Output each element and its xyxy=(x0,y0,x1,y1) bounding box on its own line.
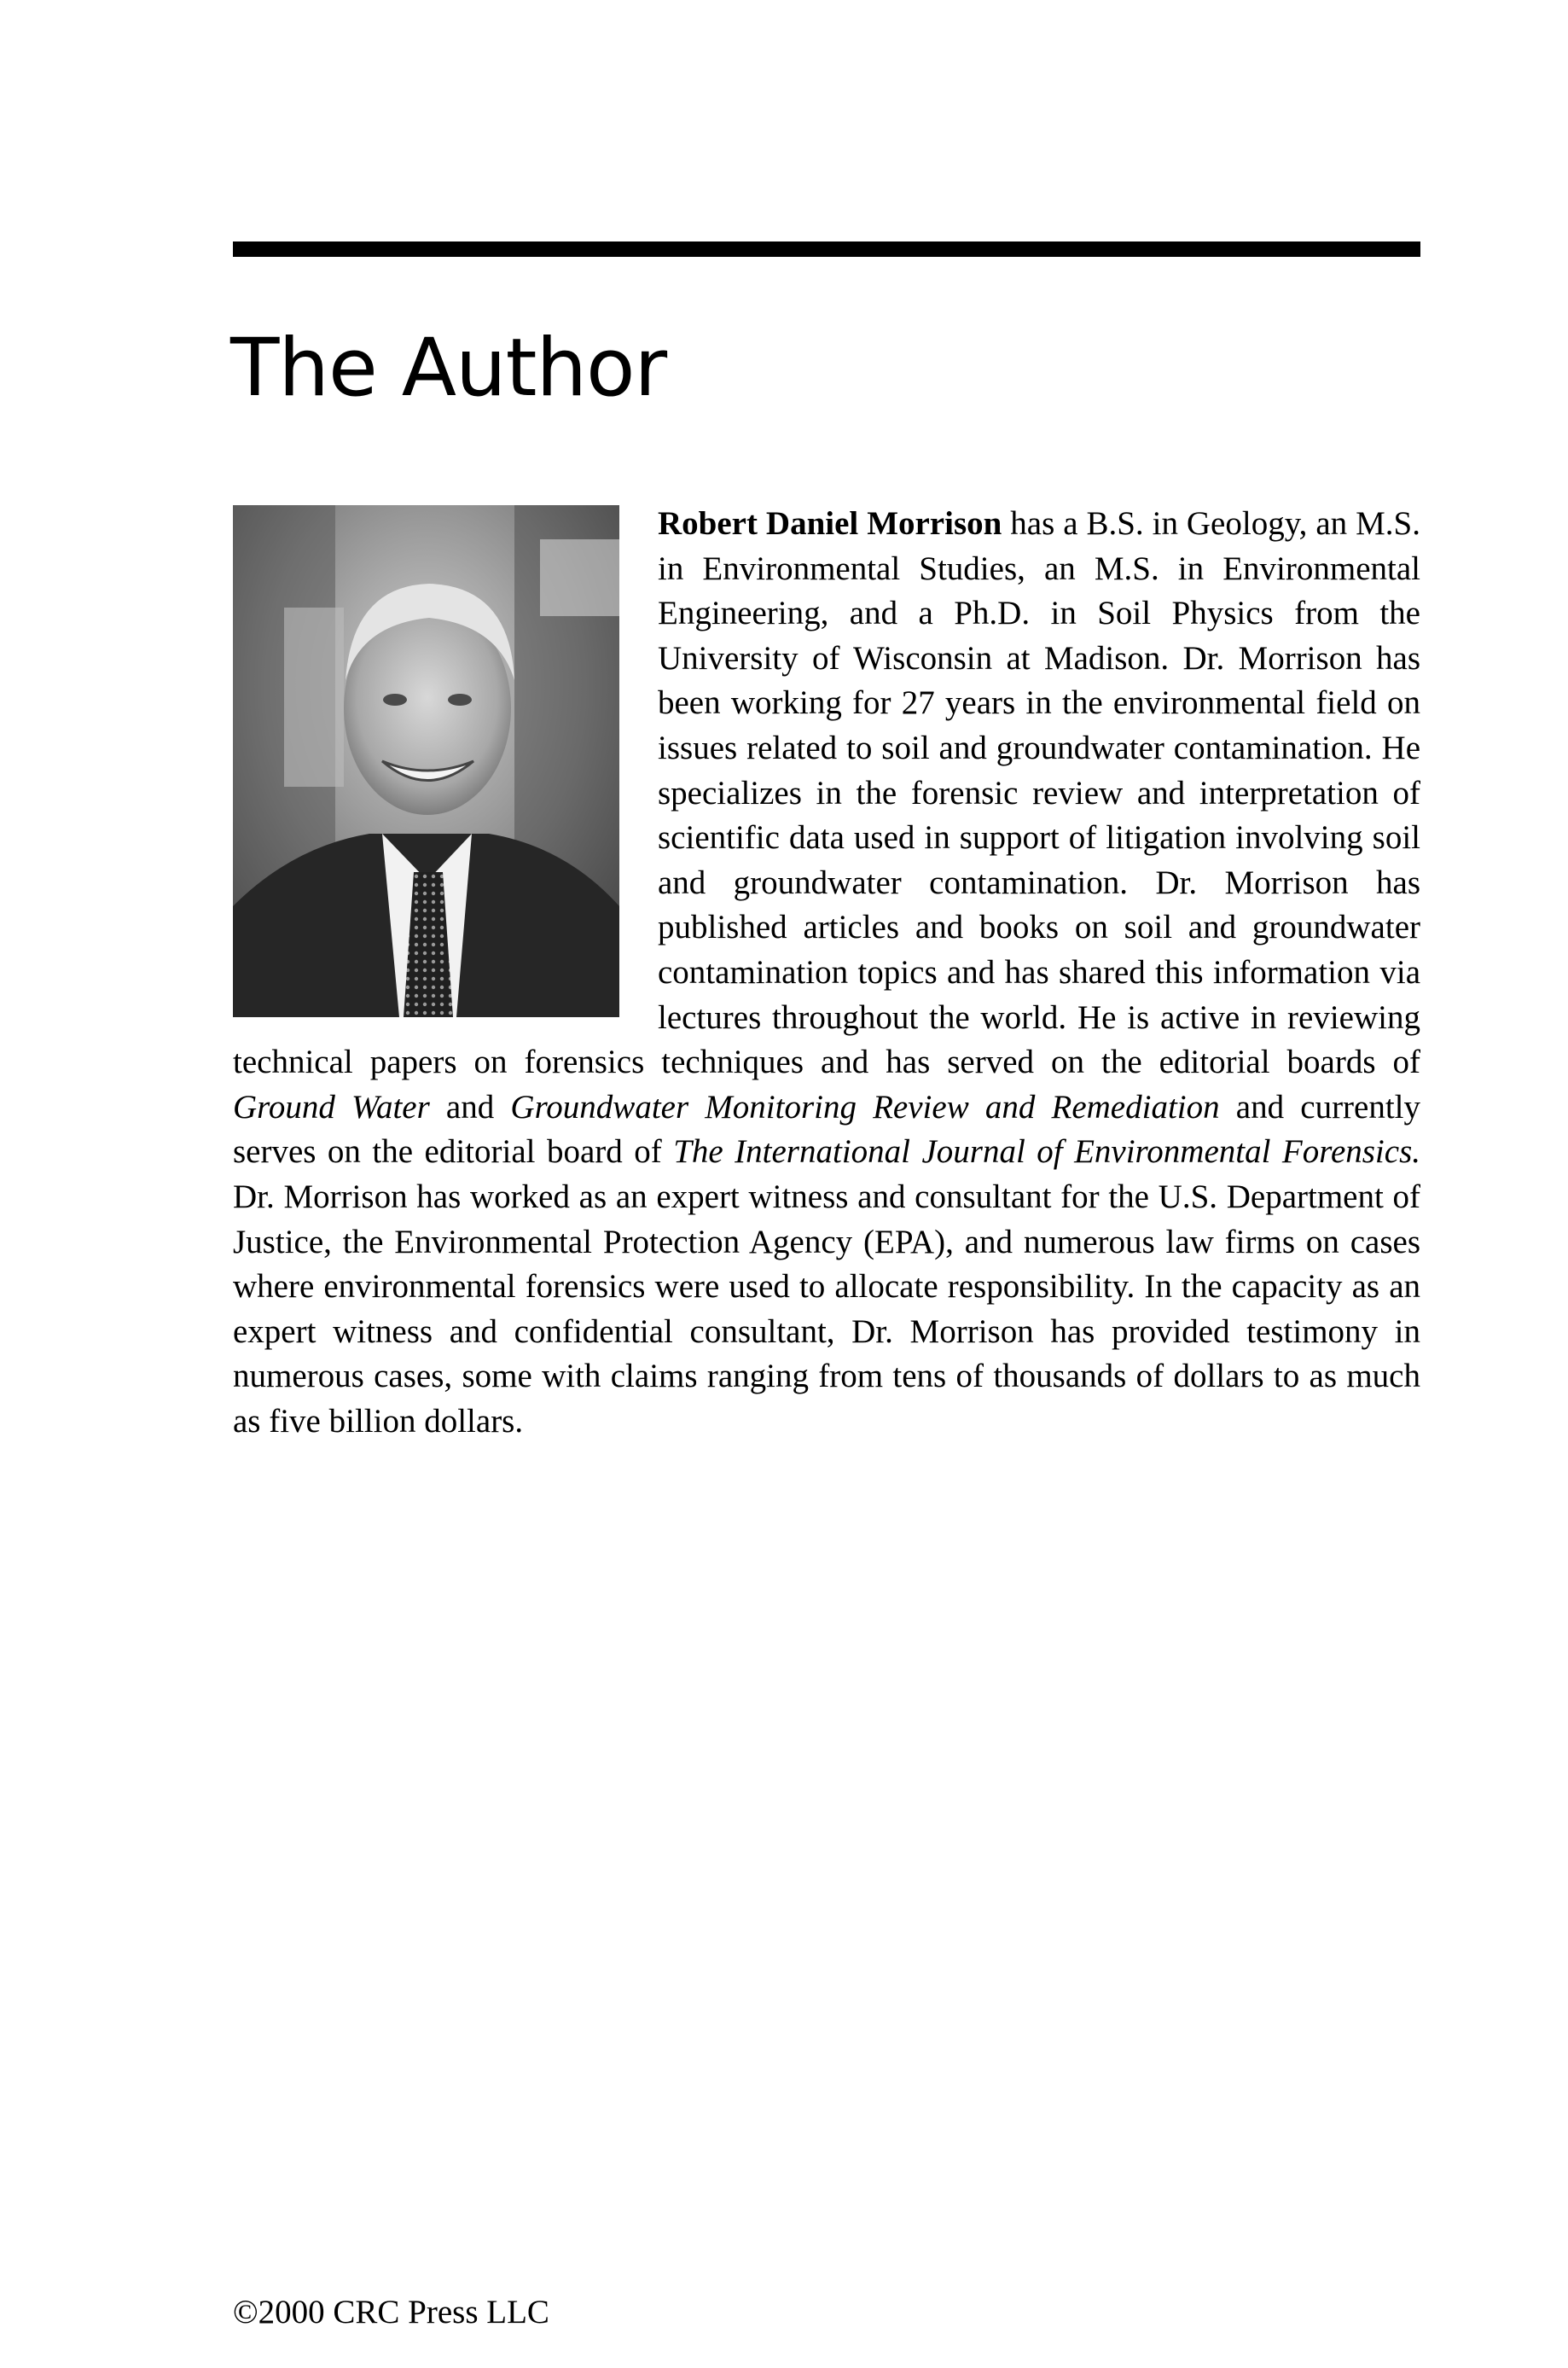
copyright-notice: ©2000 CRC Press LLC xyxy=(233,2294,549,2330)
bio-text-2: and xyxy=(429,1088,511,1126)
author-name: Robert Daniel Morrison xyxy=(658,505,1002,542)
journal-title-1: Ground Water xyxy=(233,1088,430,1126)
author-photo xyxy=(233,505,619,1017)
journal-title-3: The International Journal of Environmental Forensics. xyxy=(673,1133,1421,1171)
journal-title-2: Groundwater Monitoring Review and Remediation xyxy=(510,1088,1220,1126)
bio-text-3: and currently serves on the editorial board of xyxy=(233,1088,1421,1171)
top-rule xyxy=(233,241,1420,257)
page-title: The Author xyxy=(230,322,667,415)
bio-text-1: has a B.S. in Geology, an M.S. in Environmental Studies, an M.S. in Environmental Engineering, and a Ph.D. in Soil Physics from the University of Wisconsin at Madison. Dr. Morrison has been working for 27 years in the environmental field on issues related to soil and groundwater contamination. He specializes in the forensic review and interpretation of scientific data used in support of litigation involving soil and groundwater contamination. Dr. Morrison has published articles and books on soil and groundwater contamination topics and has shared this information via lectures throughout the world. He is active in reviewing technical papers on forensics techniques and has served on the editorial boards of xyxy=(233,505,1420,1081)
bio-text-4: Dr. Morrison has worked as an expert witness and consultant for the U.S. Department of Justice, the Environmental Protection Agency (EPA), and numerous law firms on cases where environmental forensics were used to allocate responsibility. In the capacity as an expert witness and confidential consultant, Dr. Morrison has provided testimony in numerous cases, some with claims ranging from tens of thousands of dollars to as much as five billion dollars. xyxy=(233,1178,1420,1440)
author-bio xyxy=(233,502,1420,1444)
